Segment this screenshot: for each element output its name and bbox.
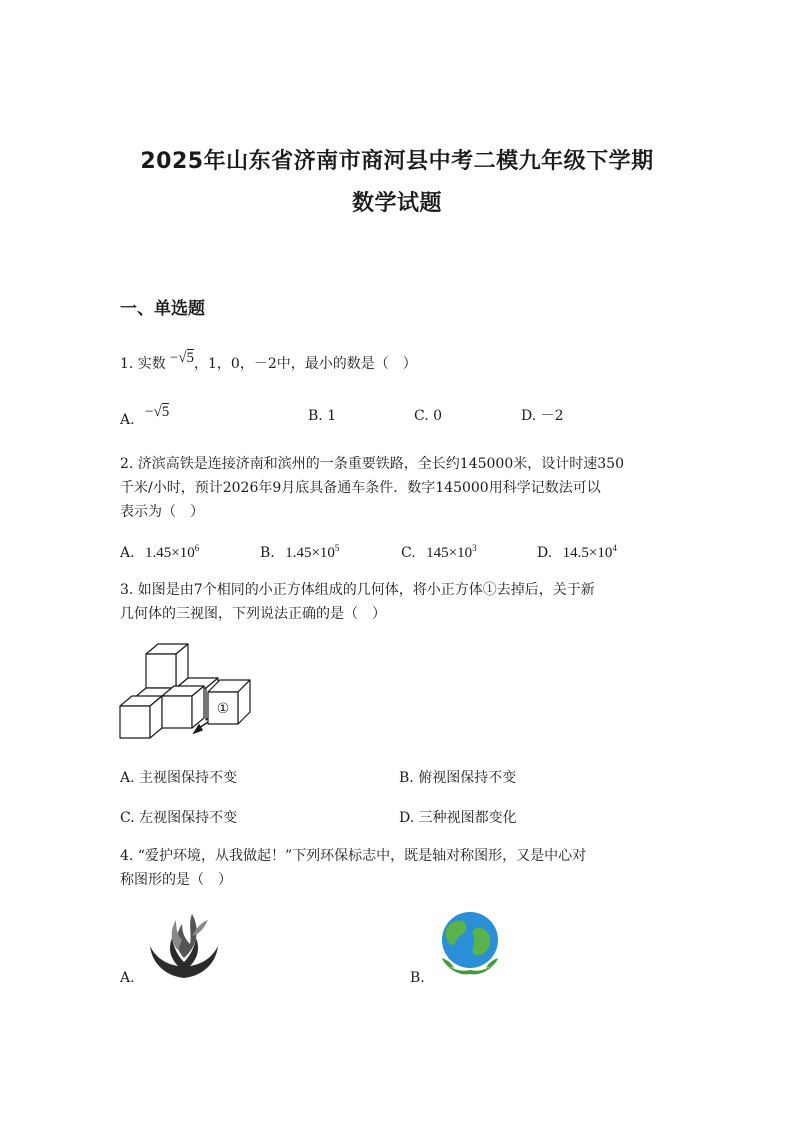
q3-option-c[interactable]: C. 左视图保持不变 [120,810,238,826]
q2-option-c-value [426,545,476,561]
page-subtitle: 数学试题 [351,191,442,216]
q2-option-c-exp: 3 [472,543,477,553]
q2-option-b[interactable] [260,538,339,563]
q2-line-3: 表示为（ ） [120,504,204,520]
q2-option-d-label: D. [537,545,553,561]
q1-radicand: 5 [186,350,195,366]
sqrt-symbol: √5 [153,404,170,420]
cube-figure [116,640,256,750]
q3-option-d[interactable]: D. 三种视图都变化 [399,810,517,826]
q2-option-d[interactable] [537,538,617,563]
q2-option-a-coef: 1.45×10 [145,545,195,561]
q2-option-b-label: B. [260,545,275,561]
q1-prefix: 1. 实数 [120,356,166,372]
question-4 [120,844,680,892]
page-title: 2025年山东省济南市商河县中考二模九年级下学期 [140,149,654,174]
q2-option-a-exp: 6 [194,543,200,553]
earth-leaves-logo-icon [434,908,506,980]
q2-option-b-exp: 5 [334,543,340,553]
q4-option-b[interactable]: B. [410,970,425,986]
cube-front-2 [162,696,192,728]
q2-option-d-exp: 4 [612,543,617,553]
q1-neg-sign: − [169,350,179,366]
cube-1-label: ① [216,701,230,717]
flame-hands-logo-icon [148,906,220,980]
q2-option-a[interactable] [120,538,199,563]
q1-option-d[interactable]: D. －2 [521,408,564,424]
section-heading: 一、单选题 [120,299,205,319]
question-3 [120,578,680,626]
q2-option-d-value [563,545,617,561]
q1-option-a-neg: − [145,404,154,420]
sqrt-symbol: √5 [178,350,195,366]
question-1 [120,352,680,376]
q1-neg-sqrt5 [170,350,194,366]
q3-option-b[interactable]: B. 俯视图保持不变 [399,770,517,786]
q1-rest: ，1，0，－2中，最小的数是（ ） [194,356,417,372]
q2-option-c-coef: 145×10 [426,545,473,561]
q2-line-1: 2. 济滨高铁是连接济南和滨州的一条重要铁路，全长约145000米，设计时速350 [120,456,624,472]
q3-option-a[interactable]: A. 主视图保持不变 [120,770,238,786]
q3-line-1: 3. 如图是由7个相同的小正方体组成的几何体，将小正方体①去掉后，关于新 [120,582,595,598]
q2-option-d-coef: 14.5×10 [562,545,613,561]
q4-line-2: 称图形的是（ ） [120,872,232,888]
q2-option-c-label: C. [401,545,416,561]
cube-front-1 [120,706,150,738]
q1-option-b[interactable]: B. 1 [308,408,337,424]
q1-option-a[interactable] [120,404,170,430]
cube-top-front [146,654,176,688]
q1-option-a-value [145,404,169,420]
q2-option-a-value [145,545,199,561]
q1-option-a-radicand: 5 [161,404,170,420]
q1-option-c[interactable]: C. 0 [414,408,443,424]
q1-option-a-label: A. [120,412,135,428]
question-2 [120,452,680,524]
q4-option-a[interactable]: A. [120,970,135,986]
q2-option-c[interactable] [401,538,477,563]
q2-option-b-coef: 1.45×10 [285,545,335,561]
q4-line-1: 4. “爱护环境，从我做起！”下列环保标志中，既是轴对称图形，又是中心对 [120,848,587,864]
q2-option-b-value [285,545,339,561]
q2-line-2: 千米/小时，预计2026年9月底具备通车条件．数字145000用科学记数法可以 [120,480,601,496]
q2-option-a-label: A. [120,545,135,561]
q3-line-2: 几何体的三视图，下列说法正确的是（ ） [120,606,386,622]
